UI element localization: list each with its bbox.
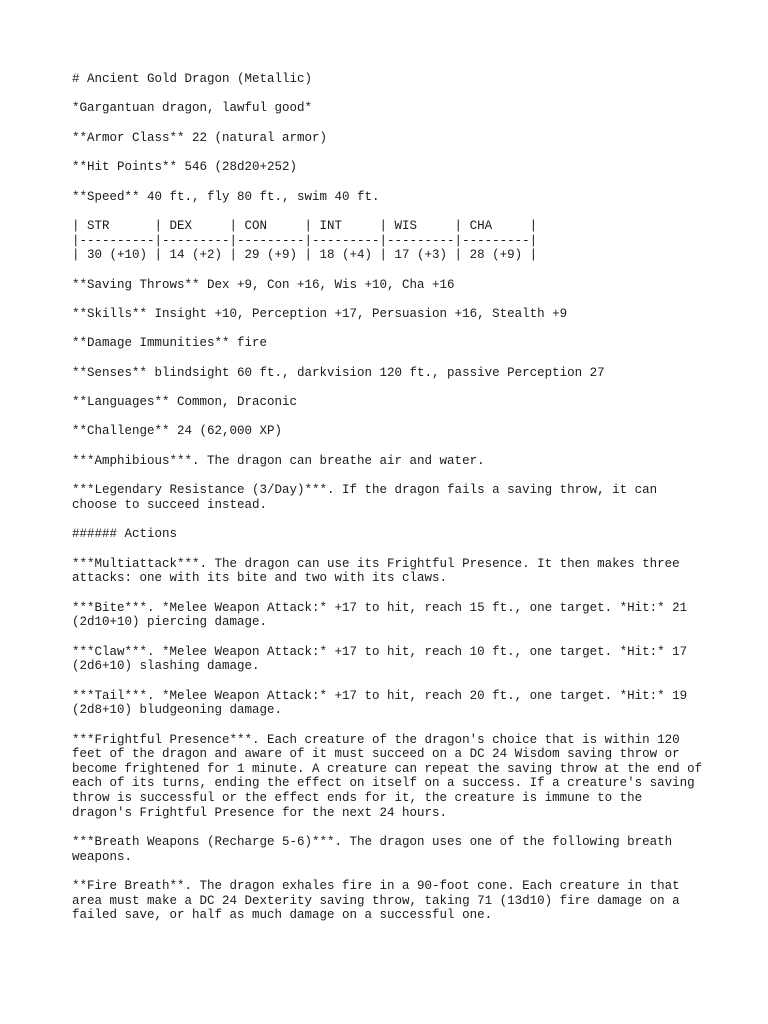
languages: **Languages** Common, Draconic — [72, 395, 298, 410]
action-claw: ***Claw***. *Melee Weapon Attack:* +17 to hit, reach 10 ft., one target. *Hit:* 17 (2d6+10) slashing damage. — [72, 644, 695, 674]
document-body — [72, 72, 708, 938]
ability-score-table — [72, 219, 708, 263]
action-frightful-presence: ***Frightful Presence***. Each creature of the dragon's choice that is within 120 feet of the dragon and aware of it must succeed on a DC 24 Wisdom saving throw or become frightened for 1 minute. A creature can repeat the saving throw at the end of each of its turns, ending the effect on itself on a success. If a creature's saving throw is successful or the effect ends for it, the creature is immune to the dragon's Frightful Presence for the next 24 hours. — [72, 732, 710, 820]
challenge: **Challenge** 24 (62,000 XP) — [72, 424, 283, 439]
trait-amphibious: ***Amphibious***. The dragon can breathe air and water. — [72, 453, 485, 468]
action-fire-breath: **Fire Breath**. The dragon exhales fire in a 90-foot cone. Each creature in that area must make a DC 24 Dexterity saving throw, taking 71 (13d10) fire damage on a failed save, or half as much damage on a successful one. — [72, 878, 688, 923]
action-multiattack: ***Multiattack***. The dragon can use its Frightful Presence. It then makes three attacks: one with its bite and two with its claws. — [72, 556, 688, 586]
trait-legendary-resistance: ***Legendary Resistance (3/Day)***. If the dragon fails a saving throw, it can choose to succeed instead. — [72, 483, 665, 512]
action-tail: ***Tail***. *Melee Weapon Attack:* +17 to hit, reach 20 ft., one target. *Hit:* 19 (2d8+10) bludgeoning damage. — [72, 688, 695, 718]
armor-class: **Armor Class** 22 (natural armor) — [72, 130, 328, 145]
creature-type: *Gargantuan dragon, lawful good* — [72, 101, 313, 116]
actions-heading: ###### Actions — [72, 527, 178, 542]
hit-points: **Hit Points** 546 (28d20+252) — [72, 160, 298, 175]
saving-throws: **Saving Throws** Dex +9, Con +16, Wis +10, Cha +16 — [72, 277, 455, 292]
action-bite: ***Bite***. *Melee Weapon Attack:* +17 to hit, reach 15 ft., one target. *Hit:* 21 (2d10+10) piercing damage. — [72, 600, 695, 630]
title-heading: # Ancient Gold Dragon (Metallic) — [72, 72, 313, 86]
damage-immunities: **Damage Immunities** fire — [72, 336, 268, 351]
ability-table-values: | 30 (+10) | 14 (+2) | 29 (+9) | 18 (+4) | 17 (+3) | 28 (+9) | — [72, 248, 538, 263]
senses: **Senses** blindsight 60 ft., darkvision 120 ft., passive Perception 27 — [72, 365, 605, 380]
ability-table-separator: |----------|---------|---------|---------|---------|---------| — [72, 233, 538, 248]
speed: **Speed** 40 ft., fly 80 ft., swim 40 ft. — [72, 189, 380, 204]
action-breath-weapons: ***Breath Weapons (Recharge 5-6)***. The dragon uses one of the following breath weapons. — [72, 834, 680, 864]
ability-table-header: | STR | DEX | CON | INT | WIS | CHA | — [72, 218, 538, 233]
skills: **Skills** Insight +10, Perception +17, Persuasion +16, Stealth +9 — [72, 306, 568, 321]
